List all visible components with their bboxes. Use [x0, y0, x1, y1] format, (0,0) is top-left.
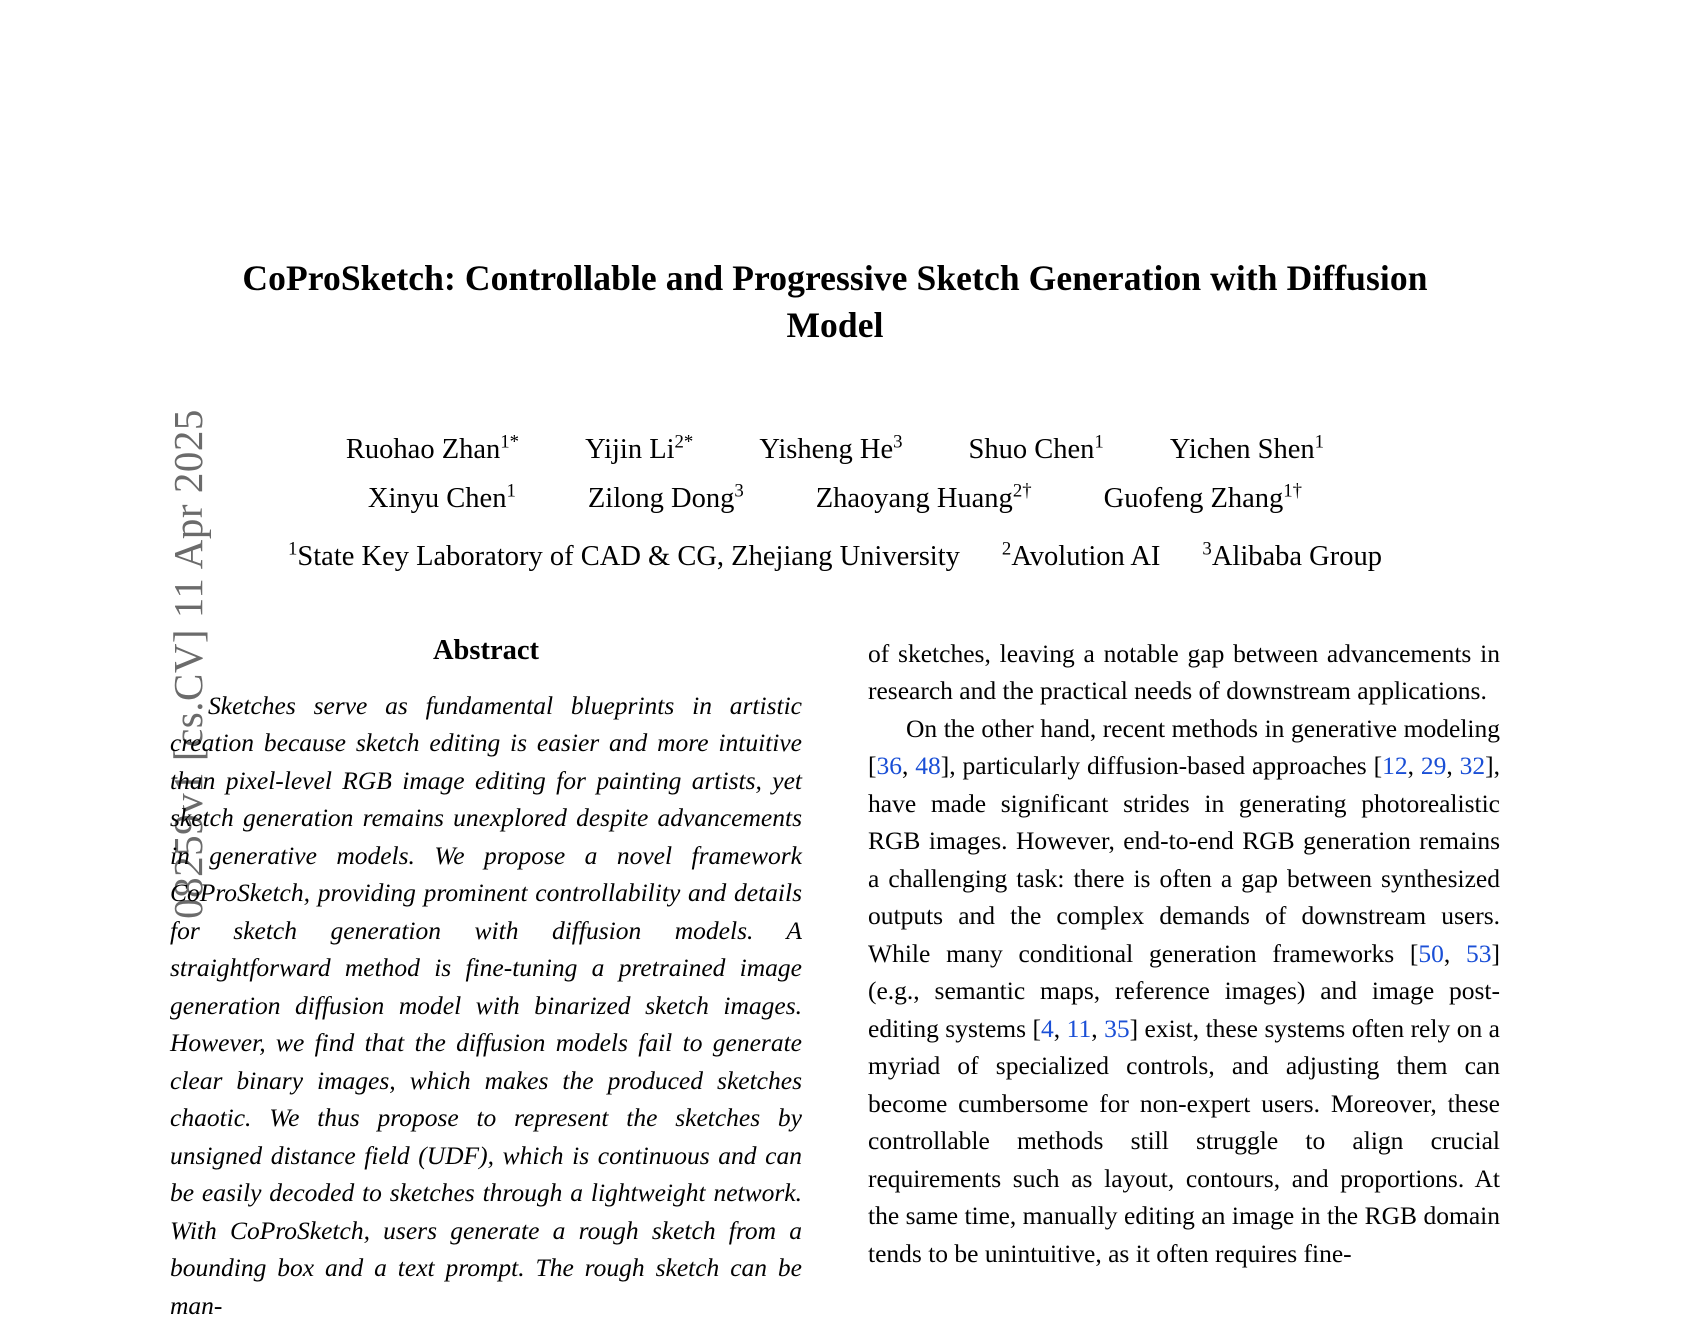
citation-link[interactable]: 53 [1466, 938, 1492, 968]
intro-paragraph-2 [868, 710, 1500, 1272]
author-name: Guofeng Zhang [1103, 482, 1284, 514]
author-affiliation-mark: 3 [893, 431, 903, 453]
paragraph-text: ] (e.g., semantic maps, reference images) and image post-editing systems [ [868, 938, 1501, 1043]
citation-link[interactable]: 12 [1382, 751, 1408, 781]
author [759, 425, 902, 474]
affiliation [1001, 538, 1161, 573]
affiliation [288, 538, 960, 573]
citation-link[interactable]: 29 [1420, 751, 1447, 781]
affiliation-mark: 2 [1001, 538, 1012, 560]
paragraph-text: ], particularly diffusion-based approaches [ [940, 751, 1383, 781]
author-affiliation-mark: 2* [674, 431, 694, 453]
author-affiliation-mark: 3 [734, 480, 744, 502]
author [368, 474, 516, 523]
author-list [170, 425, 1500, 523]
citation-link[interactable]: 50 [1418, 938, 1444, 968]
paragraph-text: , [1091, 1013, 1105, 1043]
author-affiliation-mark: 1 [506, 480, 516, 502]
citation-link[interactable]: 36 [876, 751, 902, 781]
author-name: Xinyu Chen [367, 482, 507, 514]
author-name: Shuo Chen [968, 433, 1095, 465]
author-affiliation-mark: 2† [1012, 480, 1032, 502]
citation-link[interactable]: 32 [1459, 751, 1486, 781]
author-name: Yisheng He [759, 433, 894, 465]
affiliation [1202, 538, 1382, 573]
affiliation-mark: 1 [288, 538, 298, 560]
affiliation-name: State Key Laboratory of CAD & CG, Zhejiang University [297, 540, 960, 572]
author-name: Yijin Li [585, 433, 675, 465]
author-name: Zilong Dong [587, 482, 735, 514]
author-affiliation-mark: 1* [500, 431, 520, 453]
citation-link[interactable]: 48 [915, 751, 941, 781]
arxiv-identifier-stamp: 08259v1 [cs.CV] 11 Apr 2025 [165, 409, 211, 919]
intro-paragraph-continued: of sketches, leaving a notable gap between advancements in research and the practical needs of downstream applications. [868, 638, 1500, 706]
citation-link[interactable]: 4 [1041, 1013, 1054, 1043]
author-affiliation-mark: 1† [1283, 480, 1303, 502]
paragraph-text: , [1443, 938, 1467, 968]
author [1104, 474, 1302, 523]
author [969, 425, 1104, 474]
author-row-2 [170, 474, 1500, 523]
paragraph-text: , [1407, 751, 1421, 781]
page-title: CoProSketch: Controllable and Progressive Sketch Generation with Diffusion Model [242, 258, 1428, 345]
affiliation-name: Avolution AI [1011, 540, 1161, 572]
author-name: Ruohao Zhan [345, 433, 501, 465]
author [346, 425, 519, 474]
affiliation-list [170, 538, 1500, 573]
paragraph-text: ], have made significant strides in generating photorealistic RGB images. However, end-to-end RGB generation remains a challenging task: there is often a gap between synthesized outputs and the complex demands of downstream users. While many conditional generation frameworks [ [868, 751, 1501, 968]
citation-link[interactable]: 35 [1104, 1013, 1130, 1043]
affiliation-mark: 3 [1202, 538, 1212, 560]
author-affiliation-mark: 1 [1314, 431, 1325, 453]
paragraph-text: ] exist, these systems often rely on a myriad of specialized controls, and adjusting them can become cumbersome for non-expert users. Moreover, these controllable methods still struggle to align crucial requirements such as layout, contours, and proportions. At the same time, manually editing an image in the RGB domain tends to be unintuitive, as it often requires fine- [868, 1013, 1500, 1268]
abstract-text: Sketches serve as fundamental blueprints in artistic creation because sketch editing is easier and more intuitive than pixel-level RGB image editing for painting artists, yet sketch generation remains unexplored despite advancements in generative models. We propose a novel framework CoProSketch, providing prominent controllability and details for sketch generation with diffusion models. A straightforward method is fine-tuning a pretrained image generation diffusion model with binarized sketch images. However, we find that the diffusion models fail to generate clear binary images, which makes the produced sketches chaotic. We thus propose to represent the sketches by unsigned distance field (UDF), which is continuous and can be easily decoded to sketches through a lightweight network. With CoProSketch, users generate a rough sketch from a bounding box and a text prompt. The rough sketch can be man- [170, 690, 802, 1320]
author-name: Yichen Shen [1169, 433, 1315, 465]
left-column [170, 635, 802, 1324]
affiliation-name: Alibaba Group [1211, 540, 1382, 572]
paragraph-text: On the other hand, recent methods in generative modeling [ [868, 713, 1500, 781]
abstract-heading: Abstract [432, 634, 540, 666]
author [1170, 425, 1324, 474]
author-affiliation-mark: 1 [1094, 431, 1104, 453]
paragraph-text: , [902, 751, 916, 781]
paper-content [170, 255, 1500, 1324]
paragraph-text: , [1446, 751, 1460, 781]
author [816, 474, 1032, 523]
right-column [868, 635, 1500, 1324]
two-column-body [170, 635, 1500, 1324]
author-row-1 [170, 425, 1500, 474]
paragraph-text: , [1053, 1013, 1067, 1043]
author [585, 425, 693, 474]
author [588, 474, 744, 523]
author-name: Zhaoyang Huang [815, 482, 1013, 514]
citation-link[interactable]: 11 [1066, 1013, 1092, 1043]
